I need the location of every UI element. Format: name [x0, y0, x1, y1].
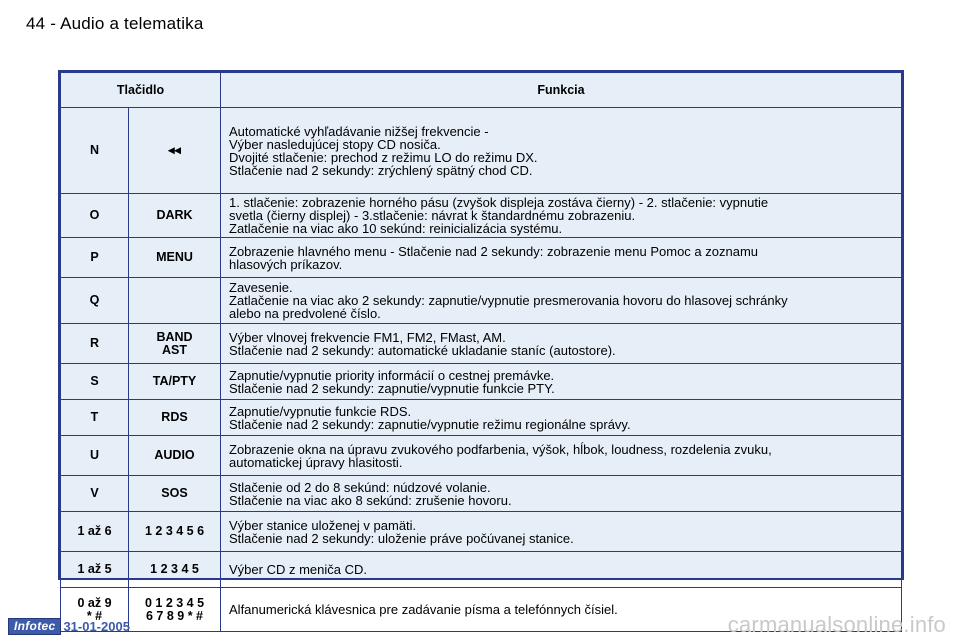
label-line: O: [89, 208, 100, 222]
table-row: [61, 436, 902, 476]
table-row: [61, 238, 902, 278]
watermark: carmanualsonline.info: [727, 612, 946, 637]
row-button-label: [129, 278, 221, 324]
table-body: [61, 108, 902, 632]
label-line: BAND: [156, 329, 193, 344]
header-function: Funkcia: [221, 73, 902, 108]
row-key-label: [61, 324, 129, 364]
footer-date: 31-01-2005: [63, 618, 130, 634]
footer: [8, 618, 130, 634]
label-line: DARK: [156, 208, 193, 222]
row-function-text: [221, 436, 902, 476]
label-line: TA/PTY: [152, 374, 197, 388]
label-line: AUDIO: [154, 448, 195, 462]
infotec-logo: Infotec: [8, 618, 61, 635]
row-key-label: [61, 238, 129, 278]
label-line: MENU: [156, 250, 193, 264]
label-line: ◂◂: [168, 143, 181, 157]
function-line: Automatické vyhľadávanie nižšej frekvencie -: [229, 123, 489, 139]
function-line: Dvojité stlačenie: prechod z režimu LO do režimu DX.: [229, 149, 538, 165]
row-function-text: [221, 194, 902, 238]
row-button-label: [129, 108, 221, 194]
function-line: 1. stlačenie: zobrazenie horného pásu (zvyšok displeja zostáva čierny) - 2. stlačenie: vypnutie: [229, 195, 769, 210]
function-line: Zobrazenie hlavného menu - Stlačenie nad 2 sekundy: zobrazenie menu Pomoc a zoznamu: [229, 243, 758, 259]
buttons-table: [58, 70, 904, 623]
row-function-text: [221, 108, 902, 194]
label-line: 0 1 2 3 4 5: [144, 595, 205, 610]
label-line: R: [89, 336, 100, 350]
table-header-row: [61, 73, 902, 108]
row-button-label: [129, 436, 221, 476]
row-button-label: [129, 588, 221, 632]
row-key-label: [61, 436, 129, 476]
row-key-label: [61, 364, 129, 400]
table-row: [61, 194, 902, 238]
buttons-table-grid: [60, 72, 902, 632]
table-row: [61, 324, 902, 364]
function-line: Zavesenie.: [229, 280, 293, 295]
table-row: [61, 108, 902, 194]
function-line: Zobrazenie okna na úpravu zvukového podfarbenia, výšok, hĺbok, loudness, rozdelenia zvuku,: [229, 441, 772, 457]
row-function-text: [221, 476, 902, 512]
function-line: Stlačenie nad 2 sekundy: zapnutie/vypnutie režimu regionálne správy.: [229, 416, 631, 432]
function-line: Zatlačenie na viac ako 2 sekundy: zapnutie/vypnutie presmerovania hovoru do hlasovej schránky: [229, 293, 788, 308]
function-line: Výber CD z meniča CD.: [229, 562, 367, 577]
row-button-label: [129, 364, 221, 400]
row-function-text: [221, 400, 902, 436]
function-line: Zapnutie/vypnutie priority informácií o cestnej premávke.: [229, 367, 555, 383]
row-key-label: [61, 552, 129, 588]
label-line: U: [89, 448, 100, 462]
label-line: V: [90, 486, 99, 500]
row-button-label: [129, 194, 221, 238]
row-function-text: [221, 238, 902, 278]
label-line: T: [90, 410, 99, 424]
row-function-text: [221, 512, 902, 552]
function-line: svetla (čierny displej) - 3.stlačenie: návrat k štandardnému zobrazeniu.: [229, 208, 636, 223]
row-key-label: [61, 476, 129, 512]
label-line: 1 2 3 4 5 6: [144, 524, 205, 538]
label-line: S: [90, 374, 99, 388]
function-line: Výber stanice uloženej v pamäti.: [229, 517, 417, 533]
row-key-label: [61, 512, 129, 552]
function-line: Stlačenie na viac ako 8 sekúnd: zrušenie hovoru.: [229, 492, 512, 508]
label-line: 1 až 6: [77, 524, 112, 538]
row-function-text: [221, 324, 902, 364]
label-line: P: [90, 250, 99, 264]
function-line: automatickej úpravy hlasitosti.: [229, 454, 403, 470]
function-line: Stlačenie nad 2 sekundy: automatické ukladanie staníc (autostore).: [229, 342, 616, 358]
table-row: [61, 364, 902, 400]
function-line: Stlačenie od 2 do 8 sekúnd: núdzové volanie.: [229, 479, 491, 495]
header-button: Tlačidlo: [61, 73, 221, 108]
row-button-label: [129, 400, 221, 436]
row-function-text: [221, 552, 902, 588]
page-title: 44 - Audio a telematika: [26, 14, 204, 33]
function-line: Alfanumerická klávesnica pre zadávanie písma a telefónnych čísiel.: [229, 602, 618, 617]
label-line: Q: [89, 293, 100, 307]
function-line: Stlačenie nad 2 sekundy: uloženie práve počúvanej stanice.: [229, 530, 574, 546]
row-button-label: [129, 552, 221, 588]
row-button-label: [129, 512, 221, 552]
function-line: Stlačenie nad 2 sekundy: zrýchlený spätný chod CD.: [229, 162, 533, 178]
row-key-label: [61, 108, 129, 194]
row-key-label: [61, 194, 129, 238]
function-line: Výber vlnovej frekvencie FM1, FM2, FMast, AM.: [229, 329, 506, 345]
label-line: 1 2 3 4 5: [150, 562, 199, 576]
table-row: [61, 476, 902, 512]
function-line: Stlačenie nad 2 sekundy: zapnutie/vypnutie funkcie PTY.: [229, 380, 555, 396]
label-line: SOS: [161, 486, 188, 500]
label-line: RDS: [161, 410, 188, 424]
label-line: 1 až 5: [77, 562, 112, 576]
label-line: N: [89, 143, 100, 157]
table-row: [61, 400, 902, 436]
table-row: [61, 278, 902, 324]
function-line: Zatlačenie na viac ako 10 sekúnd: reinicializácia systému.: [229, 221, 563, 236]
label-line: AST: [162, 342, 187, 357]
row-key-label: [61, 400, 129, 436]
label-line: * #: [86, 608, 103, 623]
label-line: 0 až 9: [77, 595, 112, 610]
table-row: [61, 552, 902, 588]
function-line: Zapnutie/vypnutie funkcie RDS.: [229, 403, 412, 419]
label-line: 6 7 8 9 * #: [146, 608, 203, 623]
row-function-text: [221, 278, 902, 324]
row-key-label: [61, 278, 129, 324]
function-line: hlasových príkazov.: [229, 256, 343, 272]
row-button-label: [129, 324, 221, 364]
function-line: Výber nasledujúcej stopy CD nosiča.: [229, 136, 441, 152]
function-line: alebo na predvolené číslo.: [229, 306, 381, 321]
row-button-label: [129, 238, 221, 278]
table-row: [61, 512, 902, 552]
row-function-text: [221, 364, 902, 400]
row-button-label: [129, 476, 221, 512]
